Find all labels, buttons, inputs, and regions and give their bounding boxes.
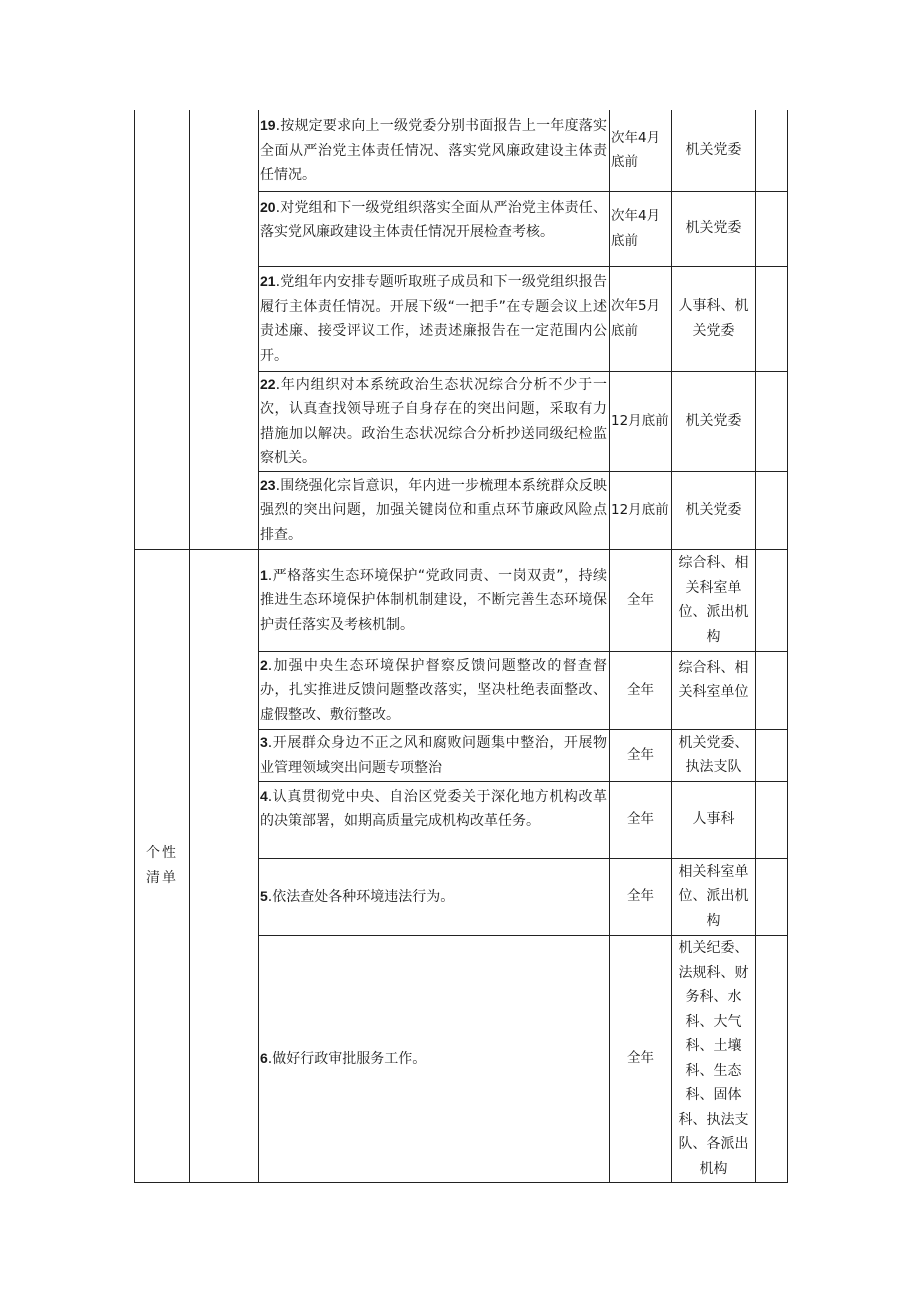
dept-line: 科、固体 <box>685 1087 742 1103</box>
task-text: .严格落实生态环境保护“党政同责、一岗双责”，持续推进生态环境保护体制机制建设，不断完善生态环境保护责任落实及考核机制。 <box>260 567 607 633</box>
remarks-cell <box>756 549 788 651</box>
task-text: .做好行政审批服务工作。 <box>267 1050 427 1067</box>
task-number: 1 <box>260 566 268 583</box>
remarks-cell <box>756 471 788 549</box>
dept-line: 构 <box>706 912 721 929</box>
dept-line: 科、土壤 <box>685 1038 742 1054</box>
dept-line: 机关党委 <box>685 142 742 158</box>
dept-line: 综合科、相 <box>678 555 749 571</box>
time-text: 全年 <box>627 681 654 698</box>
category-cell-empty <box>135 110 190 549</box>
task-text: .按规定要求向上一级党委分别书面报告上一年度落实全面从严治党主体责任情况、落实党风廉政建设主体责任情况。 <box>260 118 607 183</box>
remarks-cell <box>756 371 788 471</box>
time-line: 次年4月 <box>611 208 661 224</box>
task-number: 19 <box>260 117 276 133</box>
task-cell <box>259 549 610 651</box>
time-line: 12月底前 <box>611 501 669 518</box>
dept-cell <box>672 781 756 858</box>
task-text: .党组年内安排专题听取班子成员和下一级党组织报告履行主体责任情况。开展下级“一把手”在专题会议上述责述廉、接受评议工作，述责述廉报告在一定范围内公开。 <box>260 274 607 364</box>
dept-line: 执法支队 <box>685 759 742 775</box>
dept-line: 机关党委、 <box>678 734 749 751</box>
dept-line: 科、生态 <box>685 1062 742 1079</box>
dept-line: 科、执法支 <box>678 1111 749 1128</box>
category-cell <box>135 549 190 1182</box>
task-text: .加强中央生态环境保护督察反馈问题整改的督查督办，扎实推进反馈问题整改落实，坚决杜绝表面整改、虚假整改、敷衍整改。 <box>260 657 607 723</box>
time-line: 次年4月 <box>611 129 661 146</box>
task-cell <box>259 858 610 935</box>
dept-line: 关科室单 <box>685 579 742 596</box>
remarks-cell <box>756 935 788 1182</box>
dept-line: 机关党委 <box>685 220 742 237</box>
task-number: 20 <box>260 198 276 215</box>
task-cell <box>259 110 610 191</box>
dept-line: 机关党委 <box>685 412 742 429</box>
dept-line: 队、各派出 <box>678 1136 749 1152</box>
time-text: 全年 <box>627 1050 654 1067</box>
time-cell <box>610 471 672 549</box>
dept-line: 务科、水 <box>685 989 742 1005</box>
task-number: 21 <box>260 273 276 289</box>
dept-line: 人事科、机 <box>678 298 749 314</box>
time-cell <box>610 651 672 729</box>
category-label: 个性 <box>146 845 178 861</box>
task-cell <box>259 729 610 781</box>
time-cell <box>610 729 672 781</box>
task-cell <box>259 371 610 471</box>
task-number: 4 <box>260 787 268 804</box>
table-row <box>135 549 788 651</box>
dept-line: 构 <box>706 628 721 645</box>
time-line: 底前 <box>611 232 638 249</box>
time-cell <box>610 935 672 1182</box>
time-cell <box>610 858 672 935</box>
time-text: 全年 <box>627 746 654 763</box>
task-cell <box>259 651 610 729</box>
task-number: 6 <box>260 1049 268 1066</box>
dept-line: 综合科、相 <box>678 659 749 676</box>
task-cell <box>259 471 610 549</box>
time-line: 12月底前 <box>611 412 669 429</box>
dept-line: 机关纪委、 <box>678 940 749 956</box>
task-number: 23 <box>260 476 276 493</box>
dept-cell <box>672 858 756 935</box>
time-line: 底前 <box>611 154 638 171</box>
responsibility-table <box>134 110 788 1183</box>
dept-line: 关党委 <box>692 322 735 339</box>
dept-cell <box>672 729 756 781</box>
remarks-cell <box>756 110 788 191</box>
task-number: 5 <box>260 887 268 904</box>
task-cell <box>259 266 610 371</box>
dept-line: 机关党委 <box>685 501 742 518</box>
dept-line: 位、派出机 <box>678 604 749 620</box>
dept-line: 人事科 <box>692 811 735 828</box>
subcategory-cell-empty <box>190 110 259 549</box>
time-cell <box>610 191 672 266</box>
time-text: 全年 <box>627 591 654 608</box>
dept-cell <box>672 110 756 191</box>
dept-line: 科、大气 <box>685 1013 742 1030</box>
task-cell <box>259 935 610 1182</box>
dept-cell <box>672 651 756 729</box>
remarks-cell <box>756 858 788 935</box>
dept-line: 相关科室单 <box>678 863 749 880</box>
remarks-cell <box>756 651 788 729</box>
category-label: 清单 <box>146 869 178 886</box>
task-cell <box>259 781 610 858</box>
dept-line: 位、派出机 <box>678 888 749 905</box>
remarks-cell <box>756 729 788 781</box>
task-number: 3 <box>260 734 268 750</box>
task-cell <box>259 191 610 266</box>
task-text: .依法查处各种环境违法行为。 <box>267 888 455 905</box>
time-cell <box>610 110 672 191</box>
remarks-cell <box>756 191 788 266</box>
task-text: .对党组和下一级党组织落实全面从严治党主体责任、落实党风廉政建设主体责任情况开展检查考核。 <box>260 199 607 240</box>
dept-line: 关科室单位 <box>678 684 749 700</box>
table-row <box>135 110 788 191</box>
time-line: 次年5月 <box>611 298 661 314</box>
remarks-cell <box>756 266 788 371</box>
remarks-cell <box>756 781 788 858</box>
task-text: .认真贯彻党中央、自治区党委关于深化地方机构改革的决策部署，如期高质量完成机构改革任务。 <box>260 788 607 829</box>
time-text: 全年 <box>627 811 654 828</box>
time-cell <box>610 549 672 651</box>
time-line: 底前 <box>611 322 638 339</box>
dept-line: 法规科、财 <box>678 964 749 981</box>
subcategory-cell-empty <box>190 549 259 1182</box>
task-text: .围绕强化宗旨意识，年内进一步梳理本系统群众反映强烈的突出问题，加强关键岗位和重点环节廉政风险点排查。 <box>260 477 607 543</box>
dept-cell <box>672 471 756 549</box>
dept-line: 机构 <box>699 1160 728 1177</box>
task-number: 22 <box>260 375 276 392</box>
dept-cell <box>672 191 756 266</box>
dept-cell <box>672 266 756 371</box>
task-text: .年内组织对本系统政治生态状况综合分析不少于一次，认真查找领导班子自身存在的突出问题，采取有力措施加以解决。政治生态状况综合分析抄送同级纪检监察机关。 <box>260 376 607 466</box>
dept-cell <box>672 935 756 1182</box>
time-text: 全年 <box>627 888 654 905</box>
dept-cell <box>672 549 756 651</box>
task-text: .开展群众身边不正之风和腐败问题集中整治，开展物业管理领域突出问题专项整治 <box>260 735 607 776</box>
time-cell <box>610 781 672 858</box>
dept-cell <box>672 371 756 471</box>
time-cell <box>610 371 672 471</box>
task-number: 2 <box>260 656 268 673</box>
time-cell <box>610 266 672 371</box>
